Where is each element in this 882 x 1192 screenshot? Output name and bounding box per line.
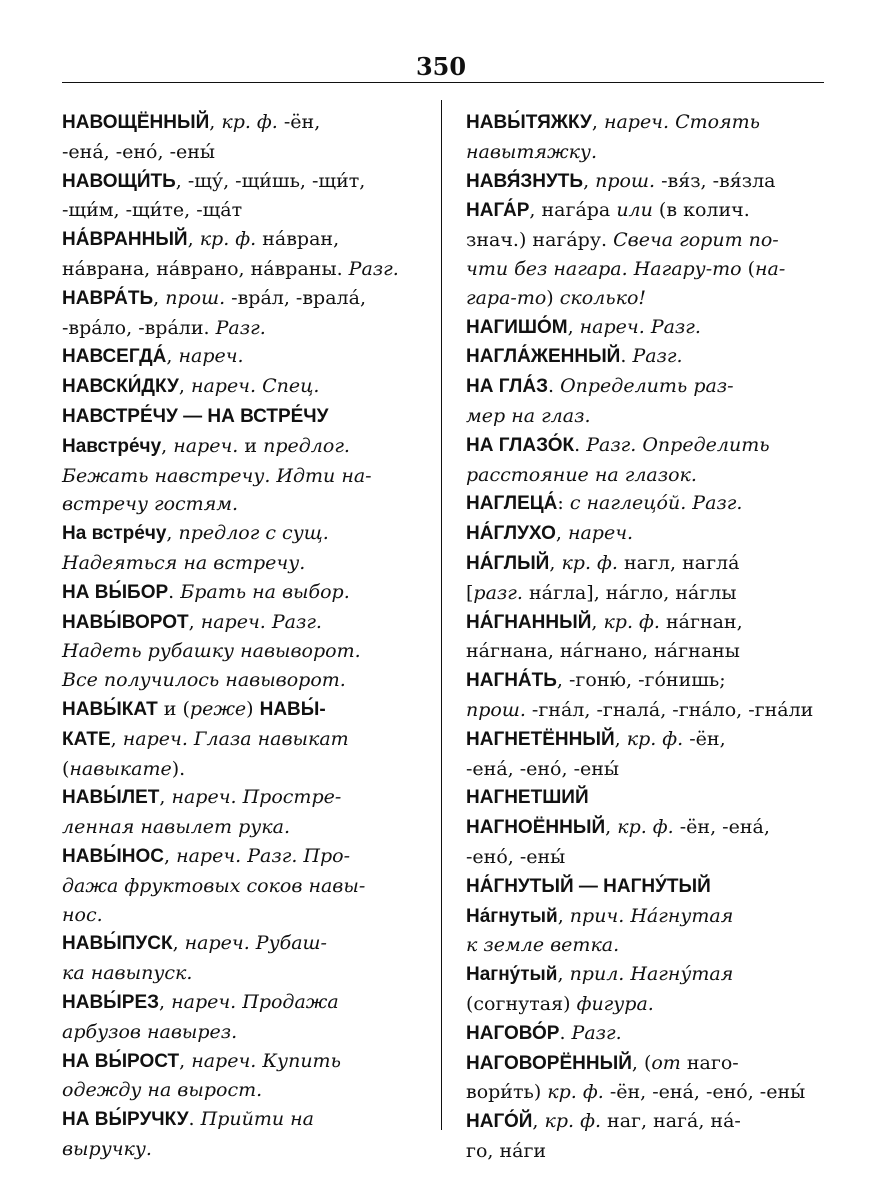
entry-line bbox=[466, 461, 819, 490]
dictionary-entry bbox=[466, 813, 819, 872]
dictionary-entry bbox=[62, 167, 415, 226]
italic-note: нареч. bbox=[567, 522, 634, 545]
entry-line bbox=[466, 783, 819, 813]
dictionary-entry bbox=[62, 1105, 415, 1164]
entry-line bbox=[62, 138, 415, 167]
dictionary-entry bbox=[62, 519, 415, 578]
entry-line bbox=[62, 1076, 415, 1105]
entry-text: знач.) нага́ру. bbox=[466, 229, 614, 252]
entry-line bbox=[466, 1107, 819, 1137]
entry-line bbox=[466, 902, 819, 932]
dictionary-entry bbox=[62, 578, 415, 608]
entry-line bbox=[62, 167, 415, 197]
entry-text: -щи́м, -щи́те, -ща́т bbox=[62, 199, 243, 222]
italic-note: нареч. Спец. bbox=[190, 375, 320, 398]
dictionary-entry bbox=[466, 313, 819, 343]
italic-note: Определить раз- bbox=[560, 375, 734, 398]
italic-note: реже bbox=[189, 697, 247, 720]
dictionary-entry bbox=[62, 988, 415, 1047]
entry-line bbox=[466, 519, 819, 549]
headword: НАВЫ́КАТ bbox=[62, 698, 158, 720]
entry-text: -ена́, -ено́, -ены́ bbox=[466, 757, 620, 780]
dictionary-entry bbox=[466, 1107, 819, 1166]
italic-note: нареч. Продажа bbox=[171, 990, 339, 1013]
entry-text: , bbox=[557, 904, 570, 927]
entry-line bbox=[62, 1047, 415, 1077]
dictionary-entry bbox=[466, 372, 819, 431]
entry-line bbox=[62, 725, 415, 755]
entry-line bbox=[62, 813, 415, 842]
italic-note: Бежать навстречу. Идти на- bbox=[62, 464, 372, 487]
entry-line bbox=[62, 842, 415, 872]
italic-note: дажа фруктовых соков навы- bbox=[62, 874, 366, 897]
italic-note: кр. ф. bbox=[199, 228, 257, 251]
header-rule bbox=[62, 82, 824, 83]
entry-line bbox=[62, 490, 415, 519]
dictionary-entry bbox=[466, 431, 819, 490]
entry-line bbox=[62, 342, 415, 372]
italic-note: арбузов навырез. bbox=[62, 1020, 238, 1043]
entry-text: , bbox=[567, 315, 580, 338]
entry-text: наг, нага́, на́- bbox=[601, 1110, 741, 1133]
italic-note: кр. ф. bbox=[547, 1081, 604, 1104]
headword: НАГОВО́Р bbox=[466, 1022, 560, 1044]
italic-note: гара-то bbox=[466, 286, 547, 309]
entry-text: нагл, нагла́ bbox=[617, 551, 740, 574]
headword: НАГНА́ТЬ bbox=[466, 670, 557, 692]
entry-line bbox=[466, 284, 819, 313]
entry-text: -ена́, -ено́, -ены́ bbox=[62, 140, 216, 163]
italic-note: нареч. bbox=[173, 434, 239, 457]
entry-text: (согнутая) bbox=[466, 992, 577, 1015]
entry-line bbox=[466, 1049, 819, 1079]
entry-text: , bbox=[153, 286, 166, 309]
headword: На встре́чу bbox=[62, 523, 167, 545]
headword: Навстре́чу bbox=[62, 435, 162, 457]
headword: НАГО́Й bbox=[466, 1111, 533, 1133]
headword: НАВЫ́НОС bbox=[62, 845, 164, 867]
italic-note: от bbox=[651, 1051, 681, 1074]
entry-text: -ено́, -ены́ bbox=[466, 845, 566, 868]
entry-line bbox=[466, 402, 819, 431]
italic-note: Свеча горит по- bbox=[613, 229, 779, 252]
entry-line bbox=[466, 372, 819, 402]
italic-note: прош. bbox=[466, 698, 526, 721]
entry-line bbox=[62, 549, 415, 578]
headword: НА́ГНУТЫЙ — НАГНУ́ТЫЙ bbox=[466, 875, 711, 897]
entry-line bbox=[62, 108, 415, 138]
headword: НА ГЛАЗО́К bbox=[466, 434, 575, 456]
entry-line bbox=[62, 432, 415, 462]
dictionary-entry bbox=[466, 196, 819, 312]
entry-text: -вра́л, -врала́, bbox=[225, 286, 366, 309]
entry-line bbox=[62, 755, 415, 784]
italic-note: Разг. bbox=[215, 316, 266, 339]
italic-note: чти без нагара. Нагару-то bbox=[466, 257, 742, 280]
italic-note: нареч. Разг. bbox=[200, 610, 322, 633]
italic-note: нареч. Рубаш- bbox=[184, 932, 327, 955]
italic-note: мер на глаз. bbox=[466, 404, 591, 427]
entry-text: , bbox=[614, 727, 627, 750]
italic-note: Разг. bbox=[632, 345, 683, 368]
dictionary-entry bbox=[466, 872, 819, 902]
dictionary-entry bbox=[62, 608, 415, 695]
italic-note: кр. ф. bbox=[617, 816, 674, 839]
entry-text: -ён, bbox=[277, 111, 321, 133]
italic-note: предлог. bbox=[263, 434, 350, 457]
italic-note: Прийти на bbox=[200, 1108, 314, 1131]
headword: НА ВЫ́БОР bbox=[62, 581, 169, 603]
italic-note: к земле ветка. bbox=[466, 934, 620, 957]
dictionary-entry bbox=[62, 1047, 415, 1106]
entry-text: , bbox=[591, 111, 604, 133]
entry-line bbox=[466, 666, 819, 696]
dictionary-entry bbox=[466, 342, 819, 372]
italic-note: одежду на вырост. bbox=[62, 1079, 263, 1102]
entry-text: -вра́ло, -вра́ли. bbox=[62, 316, 216, 339]
italic-note: ленная навылет рука. bbox=[62, 816, 290, 839]
italic-note: кр. ф. bbox=[603, 610, 660, 633]
entry-text: , bbox=[159, 786, 172, 809]
entry-text: -ён, -ена́, -ено́, -ены́ bbox=[603, 1081, 806, 1104]
headword: НАВЫ́ТЯЖКУ bbox=[466, 112, 592, 133]
entry-line bbox=[62, 255, 415, 284]
dictionary-entry bbox=[466, 608, 819, 667]
headword: НА ВЫ́РУЧКУ bbox=[62, 1109, 189, 1131]
headword: НАГНЕТЁННЫЙ bbox=[466, 728, 615, 750]
entry-line bbox=[62, 372, 415, 402]
headword: НАВСКИ́ДКУ bbox=[62, 376, 179, 398]
dictionary-column-left bbox=[62, 108, 415, 1164]
entry-line bbox=[62, 1018, 415, 1047]
dictionary-entry bbox=[466, 725, 819, 784]
dictionary-entry bbox=[62, 929, 415, 988]
entry-line bbox=[466, 579, 819, 608]
italic-note: кр. ф. bbox=[626, 727, 684, 750]
entry-line bbox=[466, 342, 819, 372]
dictionary-entry bbox=[466, 167, 819, 197]
column-divider bbox=[441, 100, 442, 1130]
italic-note: прош. bbox=[595, 169, 656, 192]
headword: НА́ГЛУХО bbox=[466, 523, 556, 545]
italic-note: Надеть рубашку навыворот. bbox=[62, 640, 361, 663]
dictionary-entry bbox=[62, 108, 415, 167]
entry-text: на́гнана, на́гнано, на́гнаны bbox=[466, 640, 740, 663]
italic-note: Разг. Определить bbox=[586, 433, 770, 456]
entry-line bbox=[466, 1137, 819, 1166]
italic-note: сколько! bbox=[559, 286, 647, 309]
dictionary-entry bbox=[62, 372, 415, 402]
entry-line bbox=[62, 959, 415, 988]
entry-line bbox=[62, 1105, 415, 1135]
entry-text: , bbox=[159, 990, 172, 1013]
entry-text: -вя́з, -вя́зла bbox=[655, 169, 776, 192]
italic-note: прош. bbox=[165, 286, 226, 309]
headword: НАВОЩЁННЫЙ bbox=[62, 112, 210, 133]
entry-line bbox=[62, 284, 415, 314]
italic-note: Все получилось навыворот. bbox=[62, 669, 346, 692]
entry-line bbox=[62, 314, 415, 343]
entry-text: . bbox=[620, 345, 633, 368]
headword: НАВОЩИ́ТЬ bbox=[62, 170, 176, 192]
italic-note: фигура. bbox=[576, 992, 654, 1015]
entry-text: , bbox=[164, 844, 177, 867]
italic-note: Брать на выбор. bbox=[180, 580, 350, 603]
entry-line bbox=[466, 255, 819, 284]
entry-text: . bbox=[547, 375, 561, 398]
entry-text: , bbox=[188, 610, 201, 633]
entry-text: , bbox=[591, 610, 604, 633]
entry-line bbox=[62, 988, 415, 1018]
italic-note: нареч. Разг. bbox=[579, 315, 701, 338]
entry-text: ). bbox=[171, 757, 186, 780]
headword: НАВЫ́ВОРОТ bbox=[62, 611, 189, 633]
headword: НАВСЕГДА́ bbox=[62, 346, 167, 368]
entry-text: , bbox=[605, 816, 618, 839]
entry-text: , -гоню́, -го́нишь; bbox=[556, 669, 726, 692]
italic-note: нареч. Купить bbox=[191, 1049, 341, 1072]
italic-note: с наглецо́й. Разг. bbox=[569, 492, 743, 515]
italic-note: Разг. bbox=[348, 257, 399, 280]
dictionary-entry bbox=[62, 402, 415, 432]
italic-note: нос. bbox=[62, 903, 103, 926]
dictionary-entry bbox=[62, 783, 415, 842]
entry-line bbox=[466, 226, 819, 255]
entry-line bbox=[466, 108, 819, 138]
dictionary-entry bbox=[466, 960, 819, 1019]
entry-text: вори́ть) bbox=[466, 1081, 548, 1104]
italic-note: нареч. bbox=[178, 345, 244, 368]
entry-text: и ( bbox=[157, 697, 190, 720]
entry-text: , -щу́, -щи́шь, -щи́т, bbox=[175, 169, 366, 192]
entry-line bbox=[466, 637, 819, 666]
headword: НАГОВОРЁННЫЙ bbox=[466, 1052, 632, 1074]
entry-line bbox=[62, 402, 415, 432]
entry-text: ) bbox=[546, 286, 560, 309]
entry-line bbox=[466, 990, 819, 1019]
entry-line bbox=[62, 608, 415, 638]
entry-text: -гна́л, -гнала́, -гна́ло, -гна́ли bbox=[525, 698, 814, 721]
entry-text: ) bbox=[246, 697, 260, 720]
entry-text: [ bbox=[466, 581, 474, 604]
italic-note: прич. На́гнутая bbox=[569, 904, 734, 927]
dictionary-entry bbox=[466, 902, 819, 961]
dictionary-entry bbox=[62, 695, 415, 783]
headword: НАГНЕТШИЙ bbox=[466, 787, 589, 809]
headword: Нагну́тый bbox=[466, 964, 558, 986]
headword: КАТЕ bbox=[62, 728, 111, 750]
entry-line bbox=[466, 313, 819, 343]
entry-line bbox=[466, 696, 819, 725]
entry-line bbox=[62, 462, 415, 491]
headword: НАВРА́ТЬ bbox=[62, 287, 154, 309]
entry-text: го, на́ги bbox=[466, 1139, 547, 1162]
headword: НАГИШО́М bbox=[466, 316, 568, 338]
dictionary-entry bbox=[466, 1019, 819, 1049]
dictionary-entry bbox=[62, 284, 415, 343]
entry-line bbox=[62, 637, 415, 666]
entry-text: . bbox=[574, 433, 587, 456]
dictionary-entry bbox=[466, 783, 819, 813]
entry-line bbox=[466, 489, 819, 519]
dictionary-entry bbox=[466, 519, 819, 549]
italic-note: навыкате bbox=[69, 757, 172, 780]
italic-note: нареч. Разг. Про- bbox=[176, 844, 350, 867]
headword: НАГА́Р bbox=[466, 200, 530, 222]
entry-text: на́гла], на́гло, на́глы bbox=[522, 581, 737, 604]
italic-note: прил. Нагну́тая bbox=[569, 963, 734, 986]
italic-note: нареч. Глаза навыкат bbox=[122, 727, 349, 750]
italic-note: кр. ф. bbox=[221, 111, 278, 133]
entry-text: на́вран, bbox=[256, 228, 340, 251]
dictionary-entry bbox=[466, 666, 819, 725]
entry-line bbox=[466, 960, 819, 990]
dictionary-entry bbox=[62, 342, 415, 372]
dictionary-column-right bbox=[466, 108, 819, 1166]
entry-line bbox=[466, 1078, 819, 1107]
headword: НАВЫ́ПУСК bbox=[62, 933, 173, 955]
entry-text: и bbox=[238, 434, 264, 457]
entry-text: , bbox=[187, 228, 200, 251]
entry-text: ( bbox=[741, 257, 756, 280]
entry-text: , ( bbox=[631, 1051, 652, 1074]
entry-line bbox=[62, 666, 415, 695]
entry-line bbox=[466, 549, 819, 579]
dictionary-entry bbox=[62, 842, 415, 929]
entry-line bbox=[62, 872, 415, 901]
italic-note: выручку. bbox=[62, 1137, 152, 1160]
entry-text: , нага́ра bbox=[529, 199, 617, 222]
entry-text: на́врана, на́врано, на́враны. bbox=[62, 257, 349, 280]
entry-text: , bbox=[161, 434, 174, 457]
italic-note: ка навыпуск. bbox=[62, 962, 193, 985]
italic-note: кр. ф. bbox=[561, 551, 618, 574]
entry-text: , bbox=[209, 111, 222, 133]
entry-line bbox=[62, 695, 415, 725]
headword: НА ВЫ́РОСТ bbox=[62, 1050, 180, 1072]
headword: НА́ГЛЫЙ bbox=[466, 552, 550, 574]
entry-text: . bbox=[559, 1021, 572, 1044]
entry-line bbox=[466, 843, 819, 872]
entry-text: , bbox=[178, 375, 191, 398]
italic-note: нареч. Стоять bbox=[603, 111, 761, 133]
entry-text: (в колич. bbox=[652, 199, 750, 222]
headword: НА́ВРАННЫЙ bbox=[62, 229, 188, 251]
entry-line bbox=[62, 901, 415, 930]
entry-text: , bbox=[555, 522, 568, 545]
entry-line bbox=[62, 196, 415, 225]
entry-line bbox=[466, 431, 819, 461]
italic-note: встречу гостям. bbox=[62, 493, 239, 516]
headword: НАВЫ́ЛЕТ bbox=[62, 787, 160, 809]
entry-text: , bbox=[557, 963, 570, 986]
headword: НА́ГНАННЫЙ bbox=[466, 611, 592, 633]
dictionary-entry bbox=[466, 108, 819, 167]
entry-line bbox=[466, 138, 819, 167]
italic-note: Надеяться на встречу. bbox=[62, 551, 306, 574]
entry-text: наго- bbox=[680, 1051, 739, 1074]
entry-line bbox=[466, 755, 819, 784]
entry-line bbox=[466, 196, 819, 226]
italic-note: расстояние на глазок. bbox=[466, 463, 697, 486]
entry-line bbox=[466, 813, 819, 843]
headword: НАВЯ́ЗНУТЬ bbox=[466, 170, 584, 192]
entry-line bbox=[62, 929, 415, 959]
italic-note: кр. ф. bbox=[544, 1110, 601, 1133]
entry-text: . bbox=[168, 580, 181, 603]
entry-text: , bbox=[172, 932, 185, 955]
dictionary-entry bbox=[62, 225, 415, 284]
dictionary-entry bbox=[62, 432, 415, 519]
entry-line bbox=[466, 608, 819, 638]
entry-text: , bbox=[583, 169, 596, 192]
italic-note: на- bbox=[755, 257, 786, 280]
page-number: 350 bbox=[415, 52, 467, 81]
entry-text: -ён, -ена́, bbox=[673, 816, 770, 839]
entry-text: -ён, bbox=[683, 727, 726, 750]
headword: НАГЛА́ЖЕННЫЙ bbox=[466, 346, 621, 368]
entry-text: : bbox=[557, 492, 570, 515]
dictionary-entry bbox=[466, 1049, 819, 1108]
headword: На́гнутый bbox=[466, 905, 558, 927]
italic-note: предлог с сущ. bbox=[178, 522, 329, 545]
headword: НА ГЛА́З bbox=[466, 376, 548, 398]
italic-note: навытяжку. bbox=[466, 140, 597, 163]
entry-line bbox=[62, 1135, 415, 1164]
entry-text: , bbox=[166, 522, 179, 545]
entry-text: , bbox=[166, 345, 179, 368]
italic-note: нареч. Простре- bbox=[171, 786, 342, 809]
italic-note: Разг. bbox=[571, 1021, 622, 1044]
italic-note: разг. bbox=[473, 581, 523, 604]
entry-text: , bbox=[110, 727, 123, 750]
entry-text: на́гнан, bbox=[659, 610, 743, 633]
entry-line bbox=[62, 519, 415, 549]
entry-text: , bbox=[179, 1049, 192, 1072]
headword: НАВЫ́- bbox=[259, 698, 326, 720]
entry-text: , bbox=[549, 551, 562, 574]
dictionary-entry bbox=[466, 489, 819, 519]
headword: НАГЛЕЦА́ bbox=[466, 493, 558, 515]
entry-line bbox=[466, 872, 819, 902]
entry-line bbox=[62, 578, 415, 608]
entry-line bbox=[62, 783, 415, 813]
entry-text: ( bbox=[62, 757, 70, 780]
entry-line bbox=[466, 1019, 819, 1049]
entry-line bbox=[466, 725, 819, 755]
entry-text: . bbox=[188, 1108, 201, 1131]
headword: НАГНОЁННЫЙ bbox=[466, 817, 606, 839]
entry-line bbox=[466, 167, 819, 197]
entry-line bbox=[466, 931, 819, 960]
dictionary-entry bbox=[466, 549, 819, 608]
italic-note: или bbox=[616, 199, 653, 222]
headword: НАВСТРЕ́ЧУ — НА ВСТРЕ́ЧУ bbox=[62, 405, 329, 427]
entry-line bbox=[62, 225, 415, 255]
headword: НАВЫ́РЕЗ bbox=[62, 991, 160, 1013]
entry-text: , bbox=[532, 1110, 545, 1133]
